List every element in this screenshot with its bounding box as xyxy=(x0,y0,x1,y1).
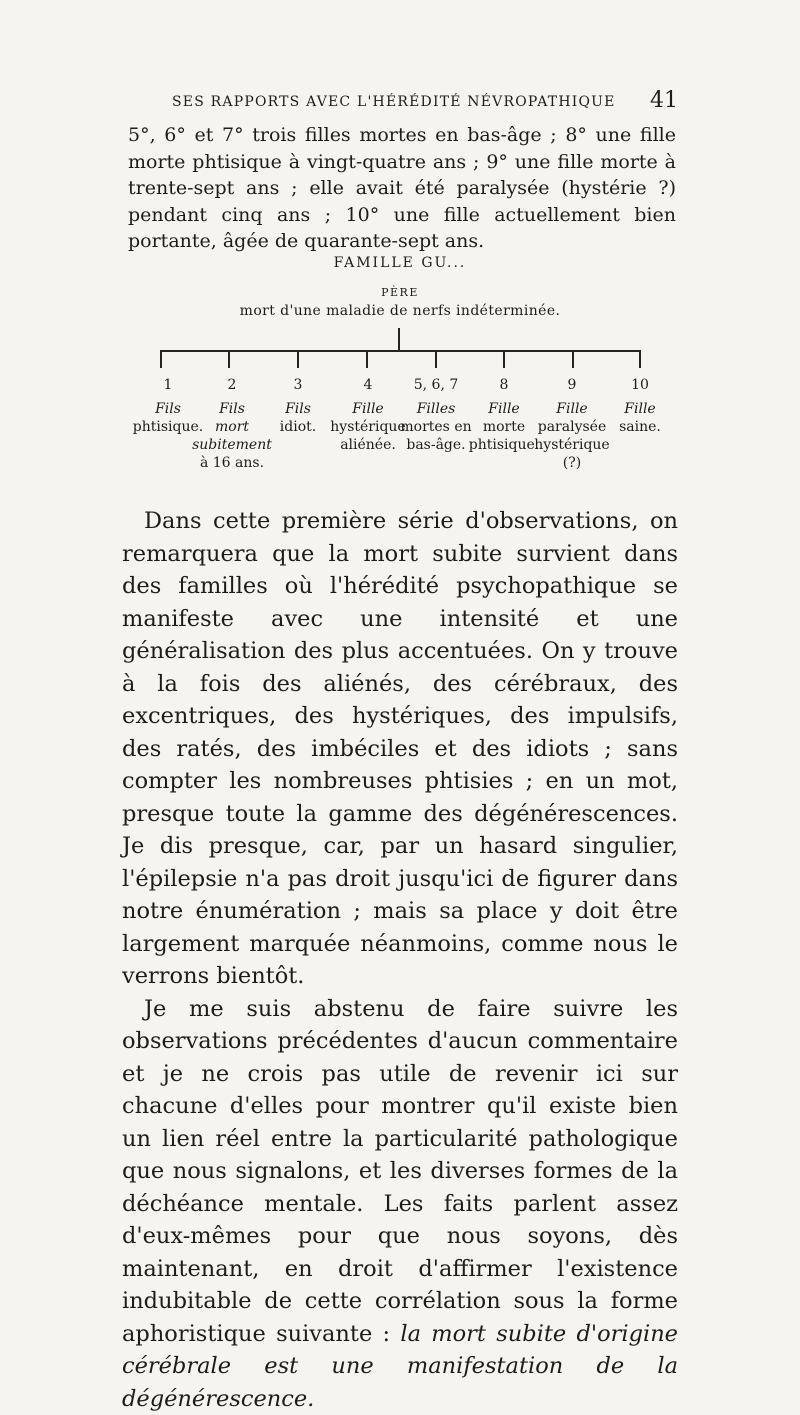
child-sex: Fille xyxy=(328,400,408,418)
child-10 xyxy=(600,376,680,436)
child-description: idiot. xyxy=(258,418,338,436)
child-description-plain: à 16 ans. xyxy=(200,455,264,471)
child-sex: Fille xyxy=(532,400,612,418)
father-description: mort d'une maladie de nerfs indéterminée. xyxy=(0,303,800,319)
child-number: 3 xyxy=(258,376,338,394)
child-description: morte phtisique. xyxy=(464,418,544,454)
child-number: 2 xyxy=(192,376,272,394)
child-number: 8 xyxy=(464,376,544,394)
child-sex: Fils xyxy=(128,400,208,418)
tree-drop xyxy=(639,350,641,368)
child-description: paralysée hystérique (?) xyxy=(532,418,612,472)
aphorism-emphasis: la mort subite d'origine cérébrale est une manifestation de la dégénérescence. xyxy=(122,1321,678,1412)
child-sex: Fils xyxy=(258,400,338,418)
tree-drop xyxy=(297,350,299,368)
tree-drop xyxy=(572,350,574,368)
child-3 xyxy=(258,376,338,436)
tree-drop xyxy=(435,350,437,368)
tree-drop xyxy=(160,350,162,368)
child-number: 5, 6, 7 xyxy=(396,376,476,394)
child-number: 1 xyxy=(128,376,208,394)
child-description: saine. xyxy=(600,418,680,436)
child-sex: Fille xyxy=(600,400,680,418)
running-head: SES RAPPORTS AVEC L'HÉRÉDITÉ NÉVROPATHIQUE xyxy=(172,94,672,110)
family-tree-lines xyxy=(0,324,800,372)
family-title: FAMILLE GU... xyxy=(0,255,800,271)
child-sex: Fille xyxy=(464,400,544,418)
child-description: phtisique. xyxy=(128,418,208,436)
tree-drop xyxy=(228,350,230,368)
child-number: 10 xyxy=(600,376,680,394)
child-sex: Fils xyxy=(192,400,272,418)
body-paragraph-2-text: Je me suis abstenu de faire suivre les observations précédentes d'aucun commentaire et je ne crois pas utile de revenir ici sur chacune d'elles pour montrer qu'il existe bien un lien réel entre la particularité pathologique que nous signalons, et les diverses formes de la déchéance mentale. Les faits parlent assez d'eux-mêmes pour que nous soyons, dès maintenant, en droit d'affirmer l'existence indubitable de cette corrélation sous la forme aphoristique suivante : xyxy=(122,996,678,1347)
tree-stem xyxy=(398,328,400,350)
body-paragraph-2 xyxy=(122,993,678,1415)
page-number: 41 xyxy=(650,88,678,113)
child-description: mortes en bas-âge. xyxy=(396,418,476,454)
tree-drop xyxy=(366,350,368,368)
child-number: 4 xyxy=(328,376,408,394)
father-label: PÈRE xyxy=(0,286,800,299)
tree-bar xyxy=(160,350,641,352)
child-description: hystérique aliénée. xyxy=(328,418,408,454)
tree-drop xyxy=(503,350,505,368)
child-number: 9 xyxy=(532,376,612,394)
child-sex: Filles xyxy=(396,400,476,418)
child-description-italic: mort subitement xyxy=(192,419,272,453)
intro-paragraph: 5°, 6° et 7° trois filles mortes en bas-âge ; 8° une fille morte phtisique à vingt-quatre ans ; 9° une fille morte à trente-sept ans ; elle avait été paralysée (hystérie ?) pendant cinq ans ; 10° une fille actuellement bien portante, âgée de quarante-sept ans. xyxy=(128,122,676,255)
main-text xyxy=(122,505,678,1415)
body-paragraph-1: Dans cette première série d'observations, on remarquera que la mort subite survient dans des familles où l'hérédité psychopathique se manifeste avec une intensité et une généralisation des plus accentuées. On y trouve à la fois des aliénés, des cérébraux, des excentriques, des hystériques, des impulsifs, des ratés, des imbéciles et des idiots ; sans compter les nombreuses phtisies ; en un mot, presque toute la gamme des dégénérescences. Je dis presque, car, par un hasard singulier, l'épilepsie n'a pas droit jusqu'ici de figurer dans notre énumération ; mais sa place y doit être largement marquée néanmoins, comme nous le verrons bientôt. xyxy=(122,505,678,993)
